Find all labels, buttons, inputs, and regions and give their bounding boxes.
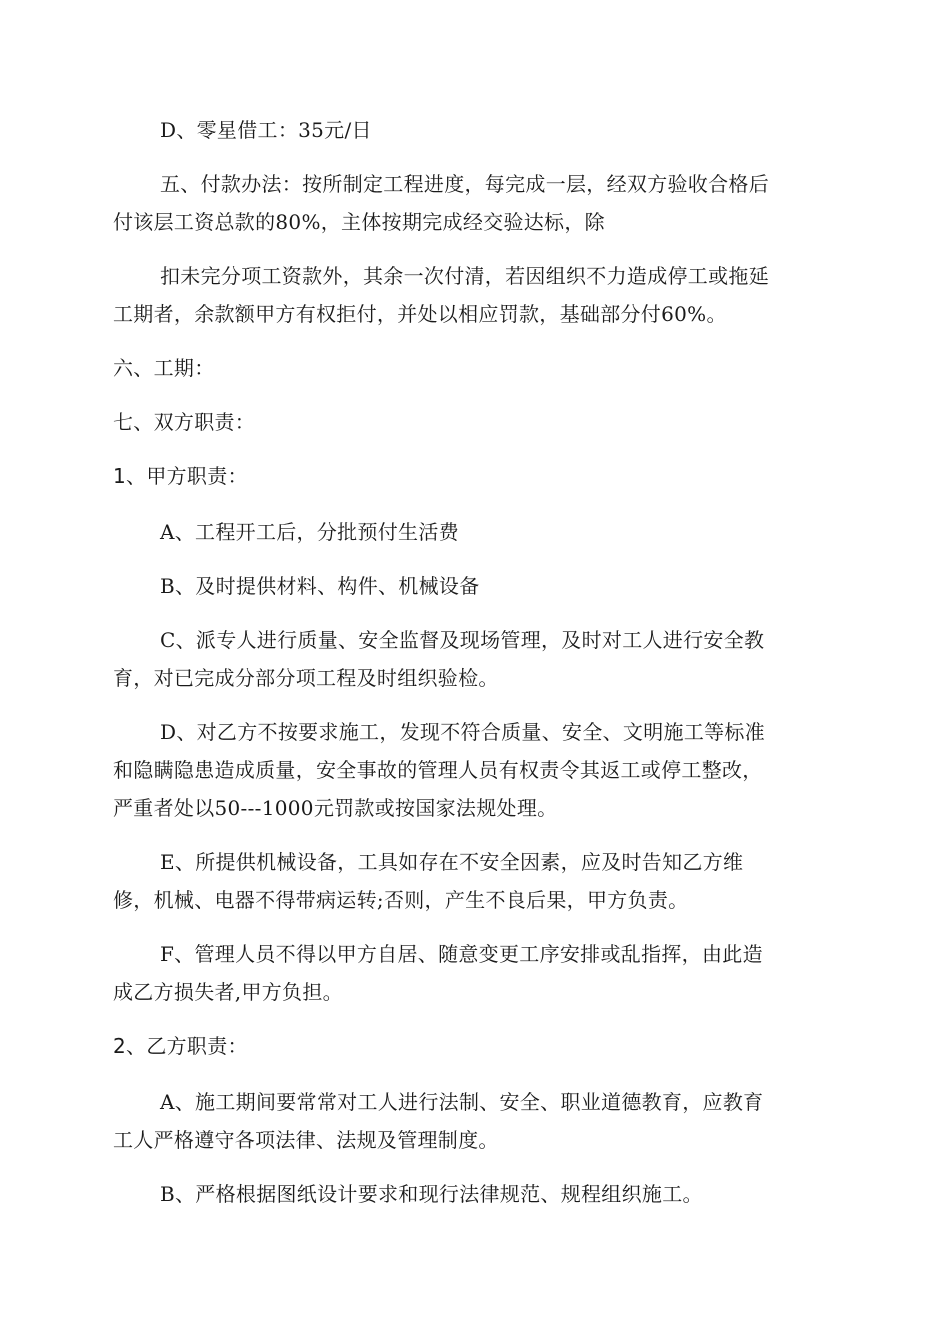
party-b-item-a-line-2: 工人严格遵守各项法律、法规及管理制度。	[113, 1128, 499, 1152]
party-a-item-f-line-1: F、管理人员不得以甲方自居、随意变更工序安排或乱指挥，由此造	[160, 942, 763, 966]
party-a-item-c-line-2: 育，对已完成分部分项工程及时组织验检。	[113, 666, 499, 690]
section-7-responsibilities: 七、双方职责：	[113, 410, 256, 434]
party-a-item-e-line-2: 修，机械、电器不得带病运转;否则，产生不良后果，甲方负责。	[113, 888, 689, 912]
party-a-item-e-line-1: E、所提供机械设备，工具如存在不安全因素，应及时告知乙方维	[160, 850, 744, 874]
party-a-item-d-line-1: D、对乙方不按要求施工，发现不符合质量、安全、文明施工等标准	[160, 720, 766, 744]
section-5-payment-line-2: 付该层工资总款的80%，主体按期完成经交验达标，除	[113, 210, 605, 234]
party-a-item-d-line-2: 和隐瞒隐患造成质量，安全事故的管理人员有权责令其返工或停工整改，	[113, 758, 763, 782]
payment-continued-line-2: 工期者，余款额甲方有权拒付，并处以相应罚款，基础部分付60%。	[113, 302, 727, 326]
party-a-item-b: B、及时提供材料、构件、机械设备	[160, 574, 480, 598]
item-d-casual-labor: D、零星借工：35元/日	[160, 118, 372, 142]
party-a-heading: 1、甲方职责：	[113, 464, 248, 488]
party-a-item-f-line-2: 成乙方损失者,甲方负担。	[113, 980, 343, 1004]
party-a-item-c-line-1: C、派专人进行质量、安全监督及现场管理，及时对工人进行安全教	[160, 628, 765, 652]
party-b-item-a-line-1: A、施工期间要常常对工人进行法制、安全、职业道德教育，应教育	[160, 1090, 764, 1114]
party-b-heading: 2、乙方职责：	[113, 1034, 248, 1058]
party-a-item-a: A、工程开工后，分批预付生活费	[160, 520, 459, 544]
section-5-payment-line-1: 五、付款办法：按所制定工程进度，每完成一层，经双方验收合格后	[160, 172, 769, 196]
payment-continued-line-1: 扣未完分项工资款外，其余一次付清，若因组织不力造成停工或拖延	[160, 264, 769, 288]
section-6-duration: 六、工期：	[113, 356, 215, 380]
party-b-item-b: B、严格根据图纸设计要求和现行法律规范、规程组织施工。	[160, 1182, 703, 1206]
party-a-item-d-line-3: 严重者处以50---1000元罚款或按国家法规处理。	[113, 796, 558, 820]
